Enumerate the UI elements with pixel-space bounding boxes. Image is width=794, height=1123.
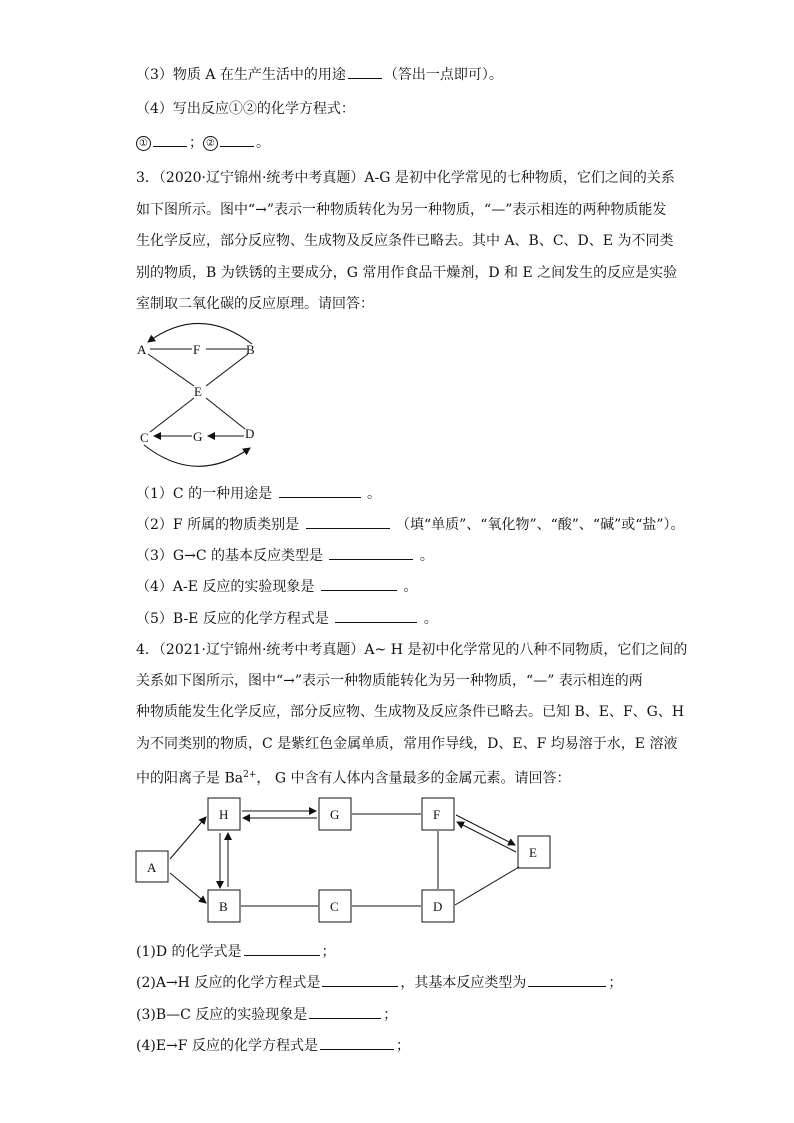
answer-blank[interactable]: [329, 545, 413, 560]
node-b: B: [246, 342, 255, 357]
arrow-c-to-d: [144, 445, 250, 466]
q3-stem-line: 3．（2020·辽宁锦州·统考中考真题）A-G 是初中化学常见的七种物质，它们之间的关系: [136, 170, 675, 186]
node-a: A: [147, 860, 157, 875]
q3-s3-text: （3）G→C 的基本反应类型是: [136, 548, 323, 564]
node-f: F: [433, 807, 441, 822]
q2-3-tail: （答出一点即可）。: [383, 67, 503, 83]
node-h: H: [219, 807, 229, 822]
q3-relation-diagram: [120, 318, 280, 478]
q3-sub-5: [136, 608, 438, 629]
q3-sub-4: [136, 576, 417, 597]
q4-relation-diagram: [130, 793, 560, 928]
q3-s1-end: 。: [366, 486, 381, 502]
q3-sub-2: [136, 514, 685, 535]
link-e-d: [455, 867, 519, 905]
q4-stem-line: 种物质能发生化学反应，部分反应物、生成物及反应条件已略去。已知 B、E、F、G、H: [136, 704, 685, 720]
q4-stem-line: [136, 765, 570, 789]
q4-s4-text: (4)E→F 反应的化学方程式是: [136, 1038, 318, 1054]
node-f: F: [193, 342, 201, 357]
q3-s5-text: （5）B-E 反应的化学方程式是: [136, 611, 329, 627]
answer-blank[interactable]: [320, 1035, 394, 1050]
arrow-f-to-e: [456, 815, 515, 845]
answer-blank[interactable]: [306, 514, 390, 529]
link-a-e: [148, 354, 194, 386]
q4-sub-4: [136, 1035, 410, 1056]
link-e-c: [150, 398, 194, 432]
q3-s5-end: 。: [423, 611, 438, 627]
q4-s1-text: (1)D 的化学式是: [136, 944, 242, 960]
q4-stem-line: 4．（2021·辽宁锦州·统考中考真题）A~ H 是初中化学常见的八种不同物质，它们之间的: [136, 642, 688, 658]
q4-s4-end: ；: [395, 1038, 410, 1054]
q4-s2-mid: ，其基本反应类型为: [400, 975, 527, 991]
answer-blank[interactable]: [220, 132, 254, 147]
answer-blank[interactable]: [348, 64, 382, 79]
answer-blank[interactable]: [309, 1004, 381, 1019]
node-c: C: [140, 430, 149, 445]
q3-s4-text: （4）A-E 反应的实验现象是: [136, 579, 315, 595]
arrow-e-to-f: [457, 822, 516, 852]
node-e: E: [529, 845, 537, 860]
answer-blank[interactable]: [244, 941, 320, 956]
q2-line-4: [136, 99, 355, 119]
end-mark: 。: [256, 135, 270, 151]
arrow-a-to-h: [170, 817, 206, 859]
link-b-e: [206, 354, 248, 386]
link-e-d: [206, 398, 245, 429]
node-d: D: [245, 426, 255, 441]
separator: ；: [189, 135, 203, 151]
node-g: G: [193, 429, 203, 444]
circled-2: ②: [203, 136, 218, 151]
q4-s1-end: ；: [321, 944, 336, 960]
q3-s2-end: （填“单质”、“氧化物”、“酸”、“碱”或“盐”）。: [395, 517, 685, 533]
q4-stem-text-end: ， G 中含有人体内含量最多的金属元素。请回答：: [256, 770, 571, 787]
q3-s1-text: （1）C 的一种用途是: [136, 486, 273, 502]
q3-stem-line: 如下图所示。图中“→”表示一种物质转化为另一种物质，“—”表示相连的两种物质能发: [136, 202, 667, 218]
q3-s2-text: （2）F 所属的物质类别是: [136, 517, 300, 533]
answer-blank[interactable]: [528, 972, 606, 987]
q4-s3-text: (3)B—C 反应的实验现象是: [136, 1007, 308, 1023]
q4-s2-end: ；: [608, 975, 623, 991]
node-d: D: [433, 899, 443, 914]
q3-sub-1: [136, 483, 381, 504]
circled-1: ①: [136, 136, 151, 151]
q3-stem-line: 别的物质，B 为铁锈的主要成分，G 常用作食品干燥剂，D 和 E 之间发生的反应是实验: [136, 265, 678, 281]
answer-blank[interactable]: [321, 576, 397, 591]
q3-s4-end: 。: [403, 579, 418, 595]
node-b: B: [219, 899, 228, 914]
node-a: A: [137, 342, 147, 357]
q4-stem-text: 中的阳离子是 Ba: [136, 770, 244, 787]
q4-s2-text: (2)A→H 反应的化学方程式是: [136, 975, 321, 991]
node-g: G: [330, 807, 340, 822]
q3-stem-line: 室制取二氧化碳的反应原理。请回答：: [136, 296, 374, 312]
q2-answer-line: [136, 132, 270, 153]
q2-4-text: （4）写出反应①②的化学方程式：: [136, 101, 355, 117]
q2-line-3: [136, 64, 503, 85]
node-c: C: [330, 899, 339, 914]
node-e: E: [194, 384, 202, 399]
q4-s3-end: ；: [383, 1007, 398, 1023]
answer-blank[interactable]: [335, 608, 417, 623]
charge-superscript: 2+: [243, 770, 257, 780]
answer-blank[interactable]: [279, 483, 361, 498]
q4-sub-1: [136, 941, 336, 962]
q4-sub-3: [136, 1004, 397, 1025]
arrow-a-to-b: [170, 873, 206, 903]
q4-stem-line: 关系如下图所示，图中“→”表示一种物质能转化为另一种物质，“—” 表示相连的两: [136, 673, 643, 689]
q3-stem-line: 生化学反应，部分反应物、生成物及反应条件已略去。其中 A、B、C、D、E 为不同类: [136, 233, 674, 249]
q4-stem-line: 为不同类别的物质，C 是紫红色金属单质，常用作导线，D、E、F 均易溶于水，E 溶液: [136, 736, 678, 752]
q4-sub-2: [136, 972, 622, 993]
answer-blank[interactable]: [322, 972, 398, 987]
q3-s3-end: 。: [419, 548, 434, 564]
q2-3-text: （3）物质 A 在生产生活中的用途: [136, 67, 346, 83]
arrow-b-to-a: [148, 323, 252, 344]
answer-blank[interactable]: [153, 132, 187, 147]
q3-sub-3: [136, 545, 434, 566]
